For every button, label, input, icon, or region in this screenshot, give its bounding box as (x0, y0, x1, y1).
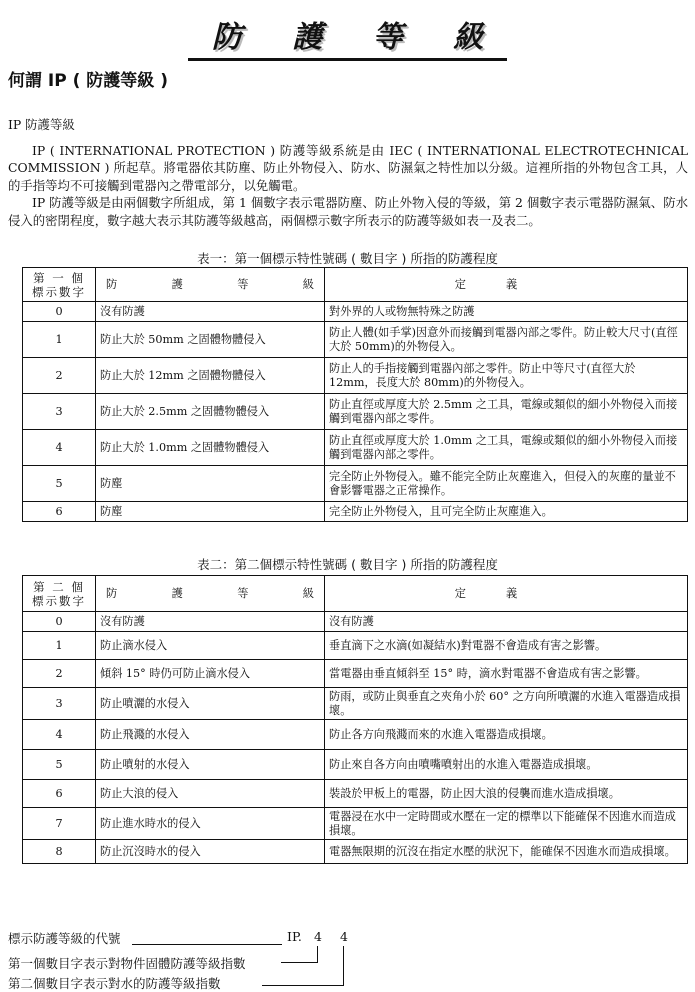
table-row (23, 720, 688, 750)
table-cell-definition: 完全防止外物侵入，且可完全防止灰塵進入。 (325, 502, 688, 522)
table-cell-number: 0 (23, 302, 96, 322)
table-cell-number: 0 (23, 612, 96, 632)
table-cell-definition: 當電器由垂直傾斜至 15° 時，滴水對電器不會造成有害之影響。 (325, 660, 688, 688)
footer-digit-2: 4 (340, 929, 348, 944)
table1-header-number-line1: 第 一 個 (33, 270, 85, 285)
table-cell-level: 防塵 (96, 502, 325, 522)
table-row (23, 502, 688, 522)
header-char: 防 (106, 277, 118, 291)
table-cell-number: 5 (23, 750, 96, 780)
table-cell-level: 防止進水時水的侵入 (96, 808, 325, 840)
table-cell-definition: 完全防止外物侵入。雖不能完全防止灰塵進入，但侵入的灰塵的量並不會影響電器之正常操作。 (325, 466, 688, 502)
footer-ip-code: IP. (287, 929, 302, 944)
table-cell-level: 沒有防護 (96, 612, 325, 632)
header-char: 級 (302, 586, 314, 600)
table-cell-number: 4 (23, 430, 96, 466)
table2-caption: 表二：第二個標示特性號碼 ( 數目字 ) 所指的防護程度 (197, 557, 498, 572)
table-row (23, 322, 688, 358)
table-cell-level: 防止沉沒時水的侵入 (96, 840, 325, 864)
table-row (23, 750, 688, 780)
table-cell-number: 5 (23, 466, 96, 502)
table2-header-number (23, 576, 96, 612)
table-cell-definition: 防止來自各方向由噴嘴噴射出的水進入電器造成損壞。 (325, 750, 688, 780)
table-cell-level: 防止大於 12mm 之固體物體侵入 (96, 358, 325, 394)
table-cell-number: 2 (23, 660, 96, 688)
table-row (23, 302, 688, 322)
table-cell-level: 防止噴射的水侵入 (96, 750, 325, 780)
page-title-wrap (0, 12, 695, 61)
table-cell-number: 1 (23, 322, 96, 358)
header-char: 級 (302, 277, 314, 291)
table2-header-definition: 定義 (325, 576, 688, 612)
table1-header-number-line2: 標示數字 (32, 284, 86, 299)
table-cell-definition: 防止人體(如手掌)因意外而接觸到電器內部之零件。防止較大尺寸(直徑大於 50mm)的外物侵入。 (325, 322, 688, 358)
table-cell-number: 3 (23, 394, 96, 430)
footer-line3-label: 第二個數目字表示對水的防護等級指數 (8, 976, 221, 991)
table1-header-number (23, 268, 96, 302)
footer-leader-line-1 (132, 944, 282, 945)
footer-connector-h1 (281, 962, 317, 963)
intro-paragraph-2: IP 防護等級是由兩個數字所組成，第 1 個數字表示電器防塵、防止外物入侵的等級，第 2 個數字表示電器防濕氣、防水侵入的密閉程度，數字越大表示其防護等級越高，兩個標示數字所表示的防護等級如表一及表二。 (8, 195, 688, 228)
table-row (23, 688, 688, 720)
intro-paragraph-1: IP ( INTERNATIONAL PROTECTION ) 防護等級系統是由 IEC ( INTERNATIONAL ELECTROTECHNICAL COMMISSION ) 所起草。將電器依其防塵、防止外物侵入、防水、防濕氣之特性加以分級。這裡所指的外物包含工具，人的手指等均不可接觸到電器內之帶電部分，以免觸電。 (8, 142, 688, 193)
table-cell-number: 1 (23, 632, 96, 660)
table-row (23, 358, 688, 394)
table-row (23, 660, 688, 688)
table-cell-level: 防止飛濺的水侵入 (96, 720, 325, 750)
table-row (23, 430, 688, 466)
table-row (23, 808, 688, 840)
table-cell-level: 防塵 (96, 466, 325, 502)
table-cell-definition: 對外界的人或物無特殊之防護 (325, 302, 688, 322)
footer-connector-v2 (343, 946, 344, 986)
header-char: 護 (171, 277, 183, 291)
table-cell-definition: 裝設於甲板上的電器，防止因大浪的侵襲而進水造成損壞。 (325, 780, 688, 808)
page-title: 防 護 等 級 (188, 12, 507, 61)
section-heading: 何謂 IP ( 防護等級 ) (8, 71, 168, 91)
table-row (23, 394, 688, 430)
table2 (22, 575, 688, 864)
table-cell-number: 7 (23, 808, 96, 840)
footer-connector-v1 (317, 946, 318, 963)
header-char: 護 (171, 586, 183, 600)
table-cell-level: 防止大於 1.0mm 之固體物體侵入 (96, 430, 325, 466)
table2-header-level (96, 576, 325, 612)
table-cell-level: 沒有防護 (96, 302, 325, 322)
table-cell-level: 防止大於 50mm 之固體物體侵入 (96, 322, 325, 358)
table1 (22, 267, 688, 522)
table1-header-level (96, 268, 325, 302)
footer-line1-label: 標示防護等級的代號 (8, 931, 121, 946)
table2-header-number-line1: 第 二 個 (33, 579, 85, 594)
intro-label: IP 防護等級 (8, 117, 75, 132)
footer-connector-h2 (262, 985, 344, 986)
table-cell-definition: 防止直徑或厚度大於 2.5mm 之工具，電線或類似的細小外物侵入而接觸到電器內部之零件。 (325, 394, 688, 430)
table-row (23, 780, 688, 808)
table-cell-definition: 垂直滴下之水滴(如凝結水)對電器不會造成有害之影響。 (325, 632, 688, 660)
table-row (23, 632, 688, 660)
footer-line2-label: 第一個數目字表示對物件固體防護等級指數 (8, 956, 246, 971)
header-char: 防 (106, 586, 118, 600)
table1-header-definition: 定義 (325, 268, 688, 302)
table-row (23, 612, 688, 632)
table-cell-number: 8 (23, 840, 96, 864)
table1-caption: 表一：第一個標示特性號碼 ( 數目字 ) 所指的防護程度 (197, 251, 498, 266)
header-char: 等 (237, 586, 249, 600)
table-cell-level: 防止大浪的侵入 (96, 780, 325, 808)
table2-header-number-line2: 標示數字 (32, 593, 86, 608)
intro-section (8, 116, 688, 230)
table-cell-definition: 防雨，或防止與垂直之夾角小於 60° 之方向所噴灑的水進入電器造成損壞。 (325, 688, 688, 720)
table-cell-level: 防止噴灑的水侵入 (96, 688, 325, 720)
table-cell-definition: 防止人的手指接觸到電器內部之零件。防止中等尺寸(直徑大於 12mm，長度大於 80mm)的外物侵入。 (325, 358, 688, 394)
table-cell-definition: 電器無限期的沉沒在指定水壓的狀況下，能確保不因進水而造成損壞。 (325, 840, 688, 864)
table-row (23, 840, 688, 864)
table-row (23, 466, 688, 502)
table-cell-number: 6 (23, 780, 96, 808)
table-cell-level: 傾斜 15° 時仍可防止滴水侵入 (96, 660, 325, 688)
table-cell-definition: 防止各方向飛濺而來的水進入電器造成損壞。 (325, 720, 688, 750)
table-cell-number: 4 (23, 720, 96, 750)
table-cell-level: 防止滴水侵入 (96, 632, 325, 660)
header-char: 等 (237, 277, 249, 291)
table-cell-number: 2 (23, 358, 96, 394)
table-cell-number: 3 (23, 688, 96, 720)
table-cell-number: 6 (23, 502, 96, 522)
table-cell-definition: 防止直徑或厚度大於 1.0mm 之工具，電線或類似的細小外物侵入而接觸到電器內部之零件。 (325, 430, 688, 466)
footer-digit-1: 4 (314, 929, 322, 944)
table-cell-definition: 電器浸在水中一定時間或水壓在一定的標準以下能確保不因進水而造成損壞。 (325, 808, 688, 840)
table-cell-level: 防止大於 2.5mm 之固體物體侵入 (96, 394, 325, 430)
table-cell-definition: 沒有防護 (325, 612, 688, 632)
